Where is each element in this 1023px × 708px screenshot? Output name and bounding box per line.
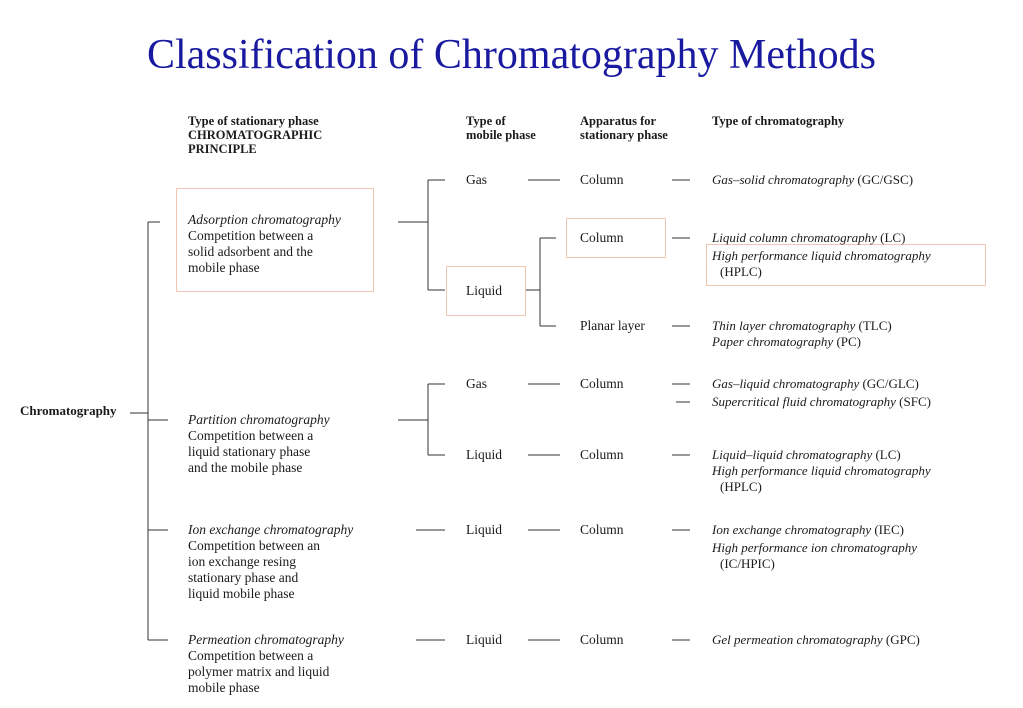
- type-glc: [712, 376, 919, 391]
- type-gpc: [712, 632, 920, 647]
- type-name: Gas–solid chromatography: [712, 172, 855, 187]
- header-mobile-1: Type of: [466, 114, 506, 128]
- principle-desc: polymer matrix and liquid: [188, 664, 330, 679]
- principle-desc: liquid mobile phase: [188, 586, 295, 601]
- type-pc: [712, 334, 861, 349]
- type-name: Liquid column chromatography: [712, 230, 877, 245]
- principle-desc: Competition between a: [188, 228, 314, 243]
- type-tlc: [712, 318, 892, 333]
- type-lc: [712, 230, 905, 245]
- type-name: Supercritical fluid chromatography: [712, 394, 896, 409]
- type-abbr: (LC): [872, 447, 901, 462]
- type-hplc-name: High performance liquid chromatography: [712, 248, 931, 263]
- type-hplc-abbr: (HPLC): [720, 264, 762, 279]
- mobile-gas: Gas: [466, 376, 487, 391]
- type-hpic-abbr: (IC/HPIC): [720, 556, 775, 571]
- type-name: Paper chromatography: [712, 334, 834, 349]
- type-abbr: (GC/GSC): [854, 172, 914, 187]
- mobile-liquid: Liquid: [466, 632, 502, 647]
- principle-desc: Competition between an: [188, 538, 320, 553]
- apparatus-column: Column: [580, 376, 624, 391]
- type-abbr: (PC): [833, 334, 862, 349]
- type-abbr: (IEC): [871, 522, 904, 537]
- apparatus-planar-layer: Planar layer: [580, 318, 645, 333]
- type-name: Thin layer chromatography: [712, 318, 856, 333]
- type-iec: [712, 522, 904, 537]
- principle-desc: and the mobile phase: [188, 460, 303, 475]
- type-hpic-name: High performance ion chromatography: [712, 540, 917, 555]
- mobile-liquid: Liquid: [466, 522, 502, 537]
- header-mobile-2: mobile phase: [466, 128, 536, 142]
- mobile-liquid: Liquid: [466, 283, 502, 298]
- principle-desc: mobile phase: [188, 680, 260, 695]
- type-abbr: (GPC): [882, 632, 920, 647]
- header-apparatus-1: Apparatus for: [580, 114, 657, 128]
- principle-name: Partition chromatography: [188, 412, 330, 427]
- type-abbr: (TLC): [855, 318, 892, 333]
- principle-name: Adsorption chromatography: [188, 212, 341, 227]
- header-type: Type of chromatography: [712, 114, 845, 128]
- slide-title: Classification of Chromatography Methods: [146, 32, 877, 78]
- apparatus-column: Column: [580, 522, 624, 537]
- mobile-liquid: Liquid: [466, 447, 502, 462]
- type-sfc: [712, 394, 931, 409]
- type-name: Liquid–liquid chromatography: [712, 447, 873, 462]
- type-name: Ion exchange chromatography: [712, 522, 872, 537]
- apparatus-column: Column: [580, 632, 624, 647]
- principle-desc: Competition between a: [188, 428, 314, 443]
- type-llc: [712, 447, 901, 462]
- type-abbr: (SFC): [895, 394, 931, 409]
- header-apparatus-2: stationary phase: [580, 128, 668, 142]
- principle-name: Permeation chromatography: [188, 632, 344, 647]
- principle-desc: ion exchange resing: [188, 554, 296, 569]
- type-hplc-name: High performance liquid chromatography: [712, 463, 931, 478]
- principle-desc: mobile phase: [188, 260, 260, 275]
- principle-desc: liquid stationary phase: [188, 444, 311, 459]
- apparatus-column: Column: [580, 172, 624, 187]
- root-node: Chromatography: [20, 403, 117, 418]
- apparatus-column: Column: [580, 230, 624, 245]
- principle-desc: stationary phase and: [188, 570, 299, 585]
- apparatus-column: Column: [580, 447, 624, 462]
- type-gsc: [712, 172, 913, 187]
- type-name: Gel permeation chromatography: [712, 632, 883, 647]
- header-stationary-2: CHROMATOGRAPHIC: [188, 128, 323, 142]
- principle-name: Ion exchange chromatography: [188, 522, 354, 537]
- header-stationary-3: PRINCIPLE: [188, 142, 257, 156]
- type-name: Gas–liquid chromatography: [712, 376, 860, 391]
- type-abbr: (LC): [876, 230, 906, 245]
- header-stationary-1: Type of stationary phase: [188, 114, 319, 128]
- type-hplc-abbr: (HPLC): [720, 479, 762, 494]
- principle-desc: Competition between a: [188, 648, 314, 663]
- principle-desc: solid adsorbent and the: [188, 244, 313, 259]
- mobile-gas: Gas: [466, 172, 487, 187]
- type-abbr: (GC/GLC): [859, 376, 919, 391]
